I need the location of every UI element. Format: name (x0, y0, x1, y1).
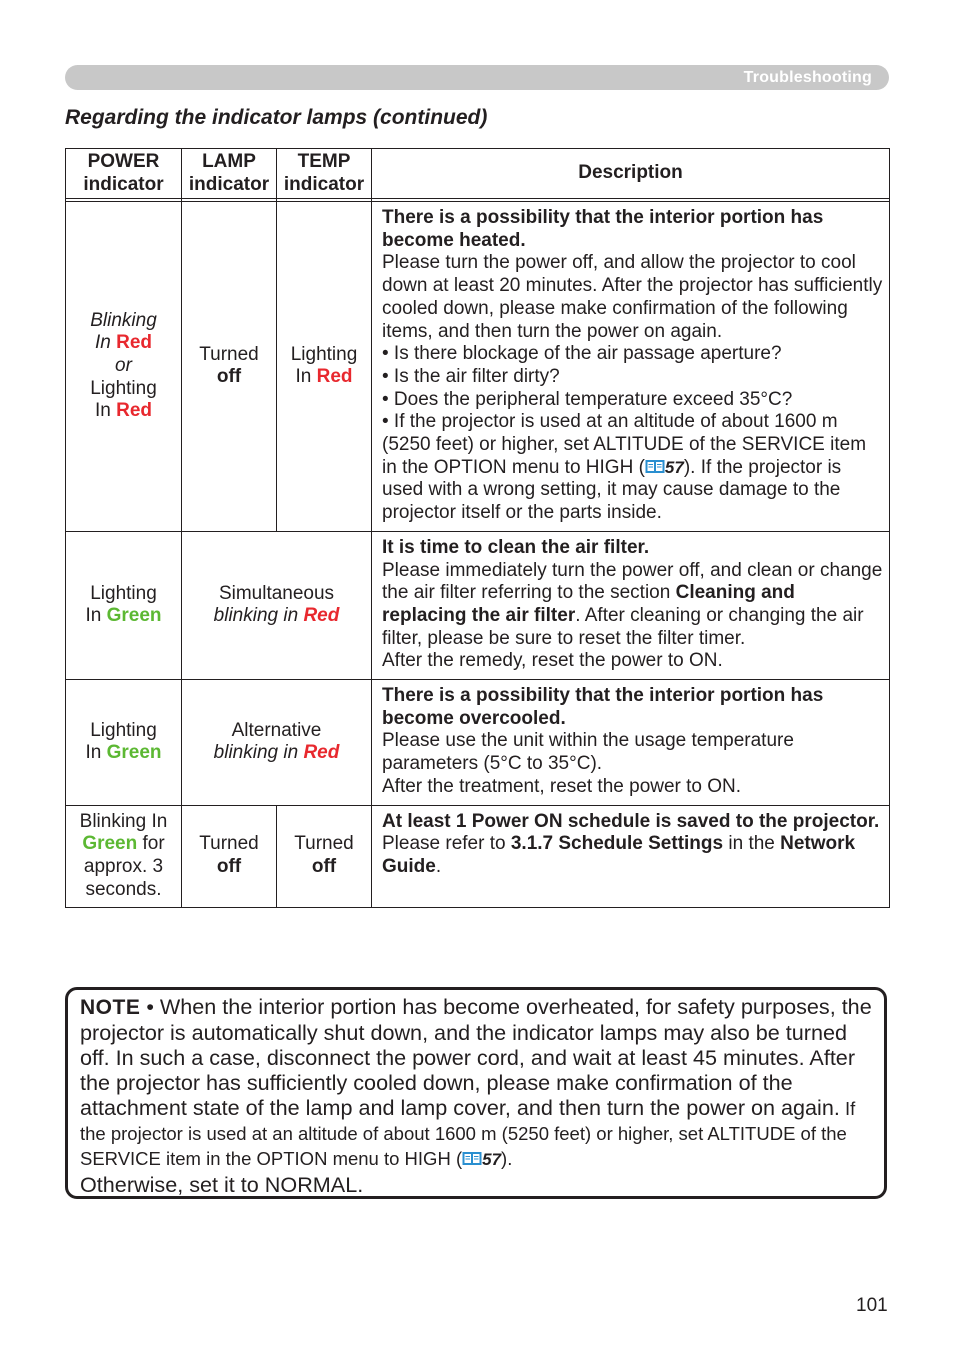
power-cell: Lighting In Green (66, 531, 182, 679)
note-box (65, 987, 887, 1199)
power-cell: Lighting In Green (66, 680, 182, 806)
power-cell: Blinking In Green for approx. 3 seconds. (66, 805, 182, 907)
page-reference: 57 (664, 457, 684, 477)
table-row (66, 202, 890, 532)
header-description: Description (372, 149, 890, 199)
lamp-cell: Turned off (182, 202, 277, 532)
page-number: 101 (856, 1295, 888, 1316)
temp-cell: Turned off (277, 805, 372, 907)
description-cell: There is a possibility that the interior portion has become heated. Please turn the power off, and allow the projector to cool down at least 20 minutes. After the projector has sufficiently cooled down, please make confirmation of the following items, and then turn the power on again. • Is there blockage of the air passage aperture? • Is the air filter dirty? • Does the peripheral temperature exceed 35°C? • If the projector is used at an altitude of about 1600 m (5250 feet) or higher, set ALTITUDE of the SERVICE item in the OPTION menu to HIGH ( 57). If the projector is used with a wrong setting, it may cause damage to the projector itself or the parts inside. (372, 202, 890, 532)
header-bar (65, 65, 889, 90)
red-label: Red (116, 332, 153, 354)
header-lamp: LAMP indicator (182, 149, 277, 199)
note-text: NOTE • When the interior portion has become overheated, for safety purposes, the projector is automatically shut down, and the indicator lamps may also be turned off. In such a case, disconnect the power cord, and wait at least 45 minutes. After the projector has sufficiently cooled down, please make confirmation of the attachment state of the lamp and lamp cover, and then turn the power on again. If the projector is used at an altitude of about 1600 m (5250 feet) or higher, set ALTITUDE of the SERVICE item in the OPTION menu to HIGH ( 57). Otherwise, set it to NORMAL. (80, 994, 872, 1197)
description-cell: There is a possibility that the interior portion has become overcooled. Please use the unit within the usage temperature parameters (5°C to 35°C). After the treatment, reset the power to ON. (372, 680, 890, 806)
description-cell: It is time to clean the air filter. Please immediately turn the power off, and clean or change the air filter referring to the section Cleaning and replacing the air filter. After cleaning or changing the air filter, please be sure to reset the filter timer. After the remedy, reset the power to ON. (372, 531, 890, 679)
table-row (66, 805, 890, 907)
green-label: Green (106, 605, 162, 627)
header-temp: TEMP indicator (277, 149, 372, 199)
description-cell: At least 1 Power ON schedule is saved to the projector. Please refer to 3.1.7 Schedule Settings in the Network Guide. (372, 805, 890, 907)
lamp-cell: Turned off (182, 805, 277, 907)
table-header-row (66, 149, 890, 199)
header-section-label: Troubleshooting (743, 69, 872, 86)
lamp-temp-cell: Alternative blinking in Red (182, 680, 372, 806)
table-row (66, 531, 890, 679)
book-reference-icon (462, 1151, 482, 1166)
header-power: POWER indicator (66, 149, 182, 199)
note-label: NOTE (80, 996, 141, 1019)
page-reference: 57 (482, 1150, 502, 1169)
indicator-table (65, 148, 890, 908)
section-title: Regarding the indicator lamps (continued) (65, 106, 488, 129)
table-row (66, 680, 890, 806)
temp-cell: Lighting In Red (277, 202, 372, 532)
power-cell: Blinking In Red or Lighting In Red (66, 202, 182, 532)
book-reference-icon (645, 459, 665, 474)
lamp-temp-cell: Simultaneous blinking in Red (182, 531, 372, 679)
